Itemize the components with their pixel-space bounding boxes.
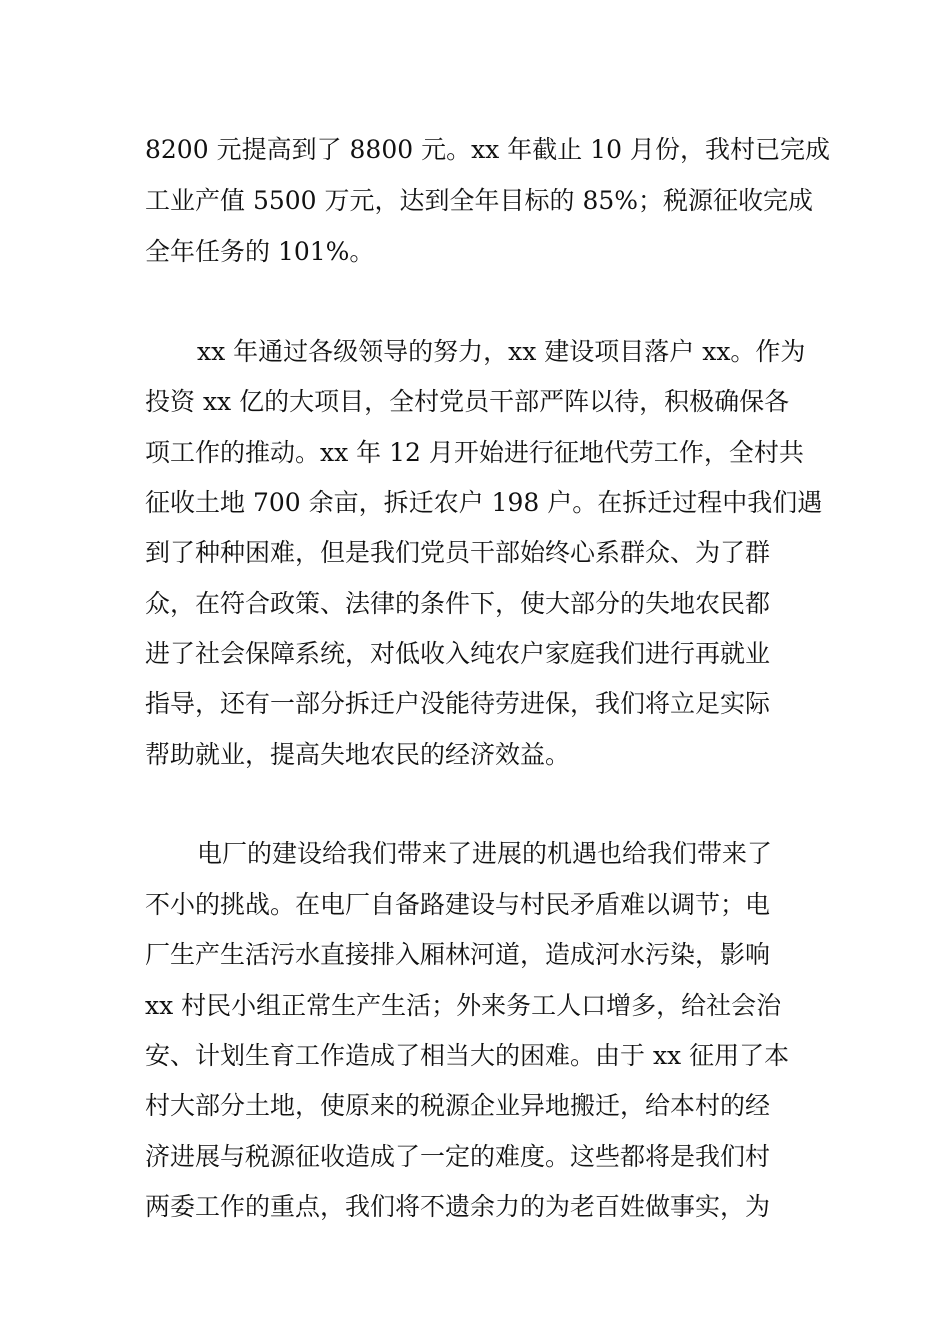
text-line: 安、计划生育工作造成了相当大的困难。由于 xx 征用了本 — [145, 1041, 790, 1070]
text-line: 帮助就业，提高失地农民的经济效益。 — [145, 740, 571, 769]
text-line: 指导，还有一部分拆迁户没能待劳进保，我们将立足实际 — [145, 689, 771, 718]
text-line: 电厂的建设给我们带来了进展的机遇也给我们带来了 — [197, 839, 773, 868]
text-line: xx 年通过各级领导的努力，xx 建设项目落户 xx。作为 — [197, 337, 806, 366]
text-line: 进了社会保障系统，对低收入纯农户家庭我们进行再就业 — [145, 639, 771, 668]
text-line: 到了种种困难，但是我们党员干部始终心系群众、为了群 — [145, 538, 771, 567]
text-line: 项工作的推动。xx 年 12 月开始进行征地代劳工作，全村共 — [145, 438, 804, 467]
text-line: 厂生产生活污水直接排入厢林河道，造成河水污染，影响 — [145, 940, 771, 969]
text-line: 两委工作的重点，我们将不遗余力的为老百姓做事实，为 — [145, 1192, 771, 1221]
text-line: 工业产值 5500 万元，达到全年目标的 85%；税源征收完成 — [145, 186, 814, 215]
text-line: 济进展与税源征收造成了一定的难度。这些都将是我们村 — [145, 1142, 771, 1171]
text-line: 8200 元提高到了 8800 元。xx 年截止 10 月份，我村已完成 — [145, 135, 830, 164]
text-line: 全年任务的 101%。 — [145, 237, 375, 266]
text-line: 众，在符合政策、法律的条件下，使大部分的失地农民都 — [145, 589, 771, 618]
text-line: xx 村民小组正常生产生活；外来务工人口增多，给社会治 — [145, 991, 782, 1020]
text-line: 不小的挑战。在电厂自备路建设与村民矛盾难以调节；电 — [145, 890, 771, 919]
text-line: 投资 xx 亿的大项目，全村党员干部严阵以待，积极确保各 — [145, 387, 790, 416]
text-line: 征收土地 700 余亩，拆迁农户 198 户。在拆迁过程中我们遇 — [145, 488, 823, 517]
text-line: 村大部分土地，使原来的税源企业异地搬迁，给本村的经 — [145, 1091, 771, 1120]
